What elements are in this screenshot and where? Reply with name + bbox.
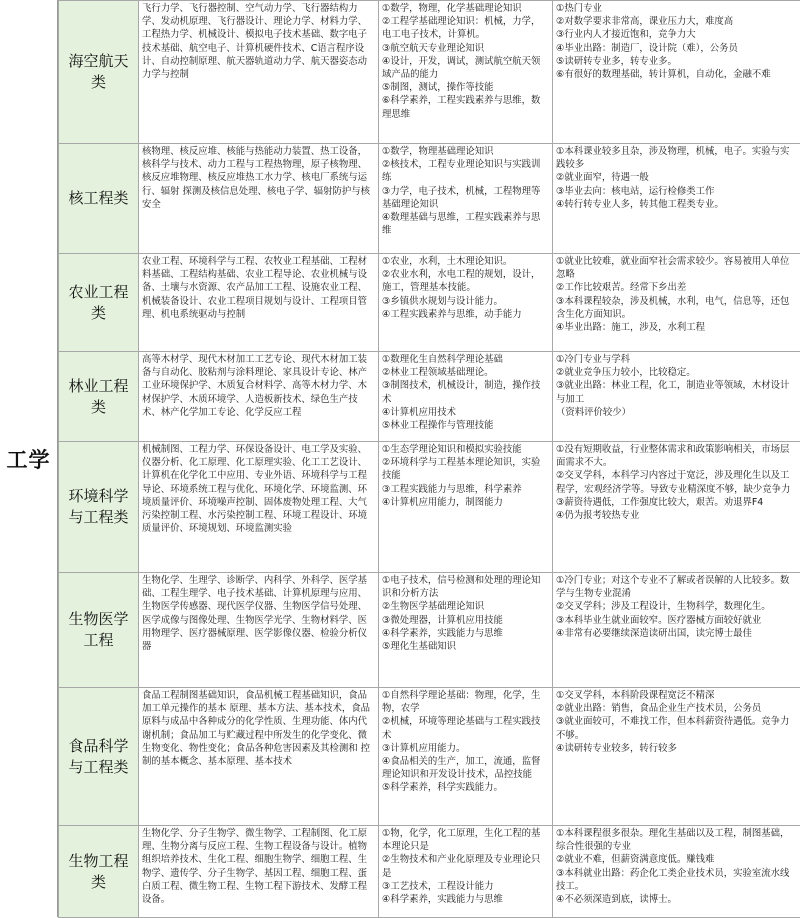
outlook-item: ①本科课业较多且杂，涉及物理，机械，电子。实验与实践较多 — [556, 145, 798, 171]
major-courses: 核物理、核反应堆、核能与热能动力装置、热工设备，核科学与技术、动力工程与工程热物理，原子核物理、核反应堆物理、核反应堆热工水力学、核电厂系统与运行、辐射 探测及核信息处理、核电子学、辐射防护与核安全 — [139, 144, 379, 254]
skill-item: ②机械，环境等理论基础与工程实践技术 — [382, 715, 549, 741]
skill-item: ③制图技术，机械设计，制造，操作技术 — [382, 379, 549, 405]
outlook-item: ①冷门专业与学科 — [556, 353, 798, 366]
major-skills — [379, 144, 553, 254]
major-outlook — [553, 442, 800, 573]
major-skills — [379, 254, 553, 352]
discipline-cell — [0, 0, 58, 917]
outlook-item: ①本科课程很多很杂。理化生基础以及工程，制图基础，综合性很强的专业 — [556, 827, 798, 853]
skill-item: ④科学素养，实践能力与思维 — [382, 627, 549, 640]
major-name: 核工程类 — [59, 144, 139, 254]
outlook-item: ①热门专业 — [556, 2, 798, 15]
outlook-item: ①没有短期收益，行业整体需求和政策影响相关，市场层面需求不大。 — [556, 443, 798, 469]
skill-item: ③乡镇供水规划与设计能力。 — [382, 295, 549, 308]
skill-item: ②核技术，工程专业理论知识与实践训练 — [382, 158, 549, 184]
major-courses: 生物化学、分子生物学、微生物学、工程制图、化工原理、生物分离与反应工程、生物工程设备与设计。植物组织培养技术、生化工程、细胞生物学、细胞工程、生物学、遗传学、分子生物学、基因工程、细胞工程、蛋白质工程、微生物工程、生物工程下游技术、发酵工程设备。 — [139, 826, 379, 918]
skill-item: ③计算机应用能力。 — [382, 742, 549, 755]
major-name: 海空航天类 — [59, 1, 139, 144]
outlook-item: ②就业不难，但薪资满意度低。赚钱难 — [556, 853, 798, 866]
skill-item: ②工程学基础理论知识：机械，力学，电工电子技术，计算机。 — [382, 15, 549, 41]
outlook-item: ②对数学要求非常高，课业压力大，难度高 — [556, 15, 798, 28]
skill-item: ④工程实践素养与思维，动手能力 — [382, 308, 549, 321]
discipline-label: 工学 — [7, 444, 51, 474]
outlook-item: ②交叉学科；涉及工程设计，生物科学，数理化生。 — [556, 600, 798, 613]
major-name: 环境科学与工程类 — [59, 442, 139, 573]
major-skills — [379, 573, 553, 688]
major-row — [59, 826, 800, 918]
outlook-item: ④毕业出路：施工，涉及，水利工程 — [556, 321, 798, 334]
major-skills — [379, 352, 553, 442]
skill-item: ①数学，物理，化学基础理论知识 — [382, 2, 549, 15]
major-outlook — [553, 254, 800, 352]
outlook-item: ③本科课程较杂，涉及机械，水利，电气，信息等，还包含生化方面知识。 — [556, 295, 798, 321]
major-skills — [379, 442, 553, 573]
outlook-item: ④仍为报考较热专业 — [556, 509, 798, 522]
skill-item: ⑥科学素养，工程实践素养与思维，数理思维 — [382, 94, 549, 120]
outlook-item: ⑥有很好的数理基础，转计算机，自动化，金融不难 — [556, 68, 798, 81]
major-row — [59, 254, 800, 352]
skill-item: ①数学，物理基础理论知识 — [382, 145, 549, 158]
major-skills — [379, 1, 553, 144]
outlook-item: ④转行转专业人多，转其他工程类专业。 — [556, 198, 798, 211]
major-name: 农业工程类 — [59, 254, 139, 352]
major-name: 生物工程类 — [59, 826, 139, 918]
outlook-item: ④不必须深造到底，读博士。 — [556, 893, 798, 906]
major-outlook — [553, 573, 800, 688]
outlook-item: ②就业面窄，待遇一般 — [556, 171, 798, 184]
major-name: 食品科学与工程类 — [59, 688, 139, 826]
skill-item: ②环境科学与工程基本理论知识，实验技能 — [382, 456, 549, 482]
skill-item: ③工艺技术，工程设计能力 — [382, 880, 549, 893]
major-table-body — [59, 1, 800, 918]
major-row — [59, 573, 800, 688]
outlook-item: ③薪资待遇低，工作强度比较大，艰苦。劝退界F4 — [556, 496, 798, 509]
outlook-item: ②工作比较艰苦。经常下乡出差 — [556, 281, 798, 294]
major-courses: 高等木材学、现代木材加工工艺专论、现代木材加工装备与自动化、胶粘剂与涂料理论、家具设计专论、林产工业环境保护学、木质复合材料学、高等木材力学、木材保护学、木质环境学、人造板新技术、绿色生产技术、林产化学加工专论、化学反应工程 — [139, 352, 379, 442]
skill-item: ④设计，开发，调试，测试航空航天领域产品的能力 — [382, 55, 549, 81]
outlook-item: ②交叉学科，本科学习内容过于宽泛，涉及理化生以及工程学，宏观经济学等。导致专业精深度不够，缺少竞争力 — [556, 469, 798, 495]
outlook-item: ①冷门专业；对这个专业不了解或者误解的人比较多。数学与生物专业混淆 — [556, 574, 798, 600]
major-outlook — [553, 1, 800, 144]
skill-item: ④计算机应用技术 — [382, 406, 549, 419]
outlook-item: ①就业比较难，就业面窄社会需求较少。容易被用人单位忽略 — [556, 255, 798, 281]
skill-item: ⑤理化生基础知识 — [382, 640, 549, 653]
skill-item: ③微处理器，计算机应用技能 — [382, 614, 549, 627]
major-outlook — [553, 826, 800, 918]
major-table — [58, 0, 800, 918]
major-row — [59, 144, 800, 254]
skill-item: ⑤林业工程操作与管理技能 — [382, 419, 549, 432]
skill-item: ④食品相关的生产，加工，流通，监督理论知识和开发设计技术，品控技能 — [382, 755, 549, 781]
major-courses: 生物化学、生理学、诊断学、内科学、外科学、医学基础、工程生理学、电子技术基础、计算机原理与应用、生物医学传感器、现代医学仪器、生物医学信号处理、医学成像与图像处理、生物医学光学、生物材料学、医用物理学、医疗器械原理、医学影像仪器、检验分析仪器 — [139, 573, 379, 688]
outlook-item: ③就业面较可，不难找工作，但本科薪资待遇低。竞争力不够。 — [556, 715, 798, 741]
outlook-item: ③行业内人才接近饱和，竞争力大 — [556, 28, 798, 41]
major-skills — [379, 826, 553, 918]
major-courses: 农业工程、环境科学与工程、农牧业工程基础、工程材料基础、工程结构基础、农业工程导论、农业机械与设备、土壤与水资源、农产品加工工程、设施农业工程、机械装备设计、农业工程项目规划与设计、工程项目管理、机电系统驱动与控制 — [139, 254, 379, 352]
skill-item: ①数理化生自然科学理论基础 — [382, 353, 549, 366]
major-courses: 食品工程制图基础知识，食品机械工程基础知识，食品加工单元操作的基本 原理、基本方法、基本技术，食品原料与成品中各种成分的化学性质、生理功能、体内代谢机制；食品加工与贮藏过程中所发生的化学变化、微生物变化、物性变化；食品各种危害因素及其检测和 控制的基本概念、基本原理、基本技术 — [139, 688, 379, 826]
skill-item: ③工程实践能力与思维，科学素养 — [382, 483, 549, 496]
outlook-item: ③本科毕业生就业面较窄。医疗器械方面较好就业 — [556, 614, 798, 627]
major-name: 生物医学工程 — [59, 573, 139, 688]
major-name: 林业工程类 — [59, 352, 139, 442]
outlook-item: ①交叉学科，本科阶段课程宽泛不精深 — [556, 689, 798, 702]
major-row — [59, 442, 800, 573]
skill-item: ③力学，电子技术，机械，工程物理等基础理论知识 — [382, 185, 549, 211]
major-skills — [379, 688, 553, 826]
skill-item: ②农业水利，水电工程的规划，设计，施工，管理基本技能。 — [382, 268, 549, 294]
skill-item: ④科学素养，实践能力与思维 — [382, 893, 549, 906]
outlook-item: ③毕业去向：核电站，运行检修类工作 — [556, 185, 798, 198]
outlook-item: ②就业出路：销售，食品企业生产技术员，公务员 — [556, 702, 798, 715]
skill-item: ②生物技术和产业化原理及专业理论只是 — [382, 853, 549, 879]
outlook-item: ③就业出路：林业工程，化工，制造业等领域，木材设计与加工 — [556, 379, 798, 405]
major-row — [59, 352, 800, 442]
outlook-item: ⑤读研转专业多，转专业多。 — [556, 55, 798, 68]
major-row — [59, 688, 800, 826]
skill-item: ②林业工程领域基础理论。 — [382, 366, 549, 379]
outlook-item: ③本科就业出路：药企化工类企业技术员，实验室流水线技工。 — [556, 867, 798, 893]
skill-item: ①物，化学，化工原理，生化工程的基本理论只是 — [382, 827, 549, 853]
skill-item: ①电子技术，信号检测和处理的理论知识和分析方法 — [382, 574, 549, 600]
outlook-item: ④毕业出路：制造厂，设计院（难），公务员 — [556, 42, 798, 55]
major-outlook — [553, 352, 800, 442]
major-courses: 机械制图、工程力学、环保设备设计、电工学及实验、仪器分析、化工原理、化工原理实验、化工工艺设计、计算机在化学化工中应用、专业外语、环境科学与工程导论、环境系统工程与优化、环境化学、环境监测、环境质量评价、环境噪声控制、固体废物处理工程、大气污染控制工程、水污染控制工程、环境工程设计、环境质量评价、环境规划、环境监测实验 — [139, 442, 379, 573]
skill-item: ⑤科学素养，科学实践能力。 — [382, 781, 549, 794]
major-courses: 飞行力学、飞行器控制、空气动力学、飞行器结构力学、发动机原理、飞行器设计、理论力学、材料力学、工程热力学、机械设计、模拟电子技术基础、数字电子技术基础、航空电子、计算机硬件技术、C语言程序设计、自动控制原理、航天器轨道动力学、航天器姿态动力学与控制 — [139, 1, 379, 144]
skill-item: ①生态学理论知识和模拟实验技能 — [382, 443, 549, 456]
major-outlook — [553, 144, 800, 254]
skill-item: ⑤制图，测试，操作等技能 — [382, 81, 549, 94]
outlook-item: ④读研转专业较多，转行较多 — [556, 742, 798, 755]
skill-item: ①自然科学理论基础：物理，化学，生物，农学 — [382, 689, 549, 715]
outlook-item: ④非常有必要继续深造读研出国，读完博士最佳 — [556, 627, 798, 640]
skill-item: ①农业，水利，土木理论知识。 — [382, 255, 549, 268]
skill-item: ④数理基础与思维，工程实践素养与思维 — [382, 211, 549, 237]
outlook-item: ②就业竞争压力较小，比较稳定。 — [556, 366, 798, 379]
outlook-item: （资料评价较少） — [556, 406, 798, 419]
major-row — [59, 1, 800, 144]
skill-item: ④计算机应用能力，制图能力 — [382, 496, 549, 509]
skill-item: ③航空航天专业理论知识 — [382, 42, 549, 55]
skill-item: ②生物医学基础理论知识 — [382, 600, 549, 613]
major-outlook — [553, 688, 800, 826]
